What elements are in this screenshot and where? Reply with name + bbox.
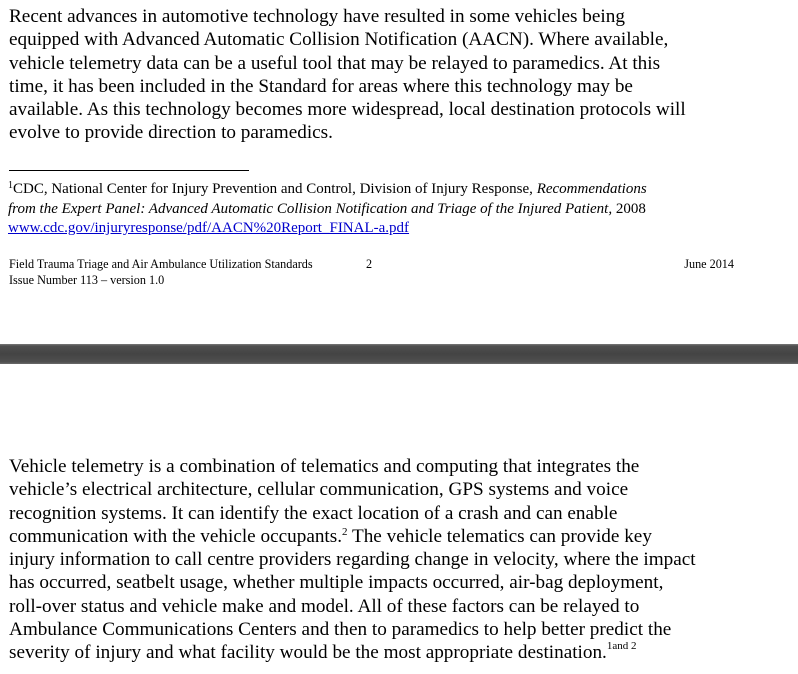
intro-paragraph	[9, 5, 769, 145]
footer-page-number: 2	[366, 257, 373, 271]
paragraph-line: evolve to provide direction to paramedics.	[9, 122, 333, 144]
page-break-bar	[0, 344, 798, 364]
footer-title: Field Trauma Triage and Air Ambulance Utilization Standards	[9, 257, 313, 271]
paragraph-line: has occurred, seatbelt usage, whether multiple impacts occurred, air-bag deployment,	[9, 572, 664, 594]
footnote-line-3	[8, 219, 788, 239]
paragraph-line: Recent advances in automotive technology have resulted in some vehicles being	[9, 6, 625, 27]
paragraph-line: Vehicle telemetry is a combination of telematics and computing that integrates the	[9, 456, 640, 477]
paragraph-line	[9, 525, 769, 548]
line-text: The vehicle telematics can provide key	[347, 525, 652, 547]
footnote-separator	[9, 170, 249, 171]
paragraph-line: vehicle’s electrical architecture, cellular communication, GPS systems and voice	[9, 479, 629, 501]
paragraph-line: Ambulance Communications Centers and then to paramedics to help better predict the	[9, 619, 672, 641]
footnote-line-2	[8, 200, 788, 220]
paragraph-line: injury information to call centre providers regarding change in velocity, where the impact	[9, 549, 696, 571]
footnote-ref: 1and 2	[606, 640, 637, 653]
telemetry-paragraph	[9, 455, 769, 665]
footnote-source: CDC, National Center for Injury Prevention and Control, Division of Injury Response,	[13, 181, 537, 197]
line-text: severity of injury and what facility would be the most appropriate destination.	[9, 642, 607, 664]
paragraph-line: available. As this technology becomes more widespread, local destination protocols will	[9, 99, 686, 121]
paragraph-line: equipped with Advanced Automatic Collision Notification (AACN). Where available,	[9, 29, 669, 51]
line-text: communication with the vehicle occupants.	[9, 525, 343, 547]
paragraph-line: vehicle telemetry data can be a useful tool that may be relayed to paramedics. At this	[9, 52, 661, 74]
paragraph-line: recognition systems. It can identify the exact location of a crash and can enable	[9, 502, 618, 524]
footnote-link[interactable]: www.cdc.gov/injuryresponse/pdf/AACN%20Report_FINAL-a.pdf	[8, 220, 410, 236]
footnote-year: 2008	[612, 200, 646, 217]
paragraph-line: time, it has been included in the Standard for areas where this technology may be	[9, 75, 633, 97]
footnote-report-title: Recommendations	[536, 181, 647, 197]
paragraph-line: roll-over status and vehicle make and model. All of these factors can be relayed to	[9, 595, 640, 617]
footnote	[8, 180, 788, 239]
footnote-ref: 2	[342, 525, 348, 538]
paragraph-line	[9, 641, 769, 664]
footnote-report-title-cont: from the Expert Panel: Advanced Automatic Collision Notification and Triage of the Injured Patient,	[8, 200, 613, 217]
footnote-line-1	[8, 180, 788, 200]
footer-date: June 2014	[684, 257, 734, 271]
page-footer	[9, 257, 734, 288]
footnote-marker: 1	[8, 180, 13, 191]
footer-issue: Issue Number 113 – version 1.0	[9, 272, 165, 287]
